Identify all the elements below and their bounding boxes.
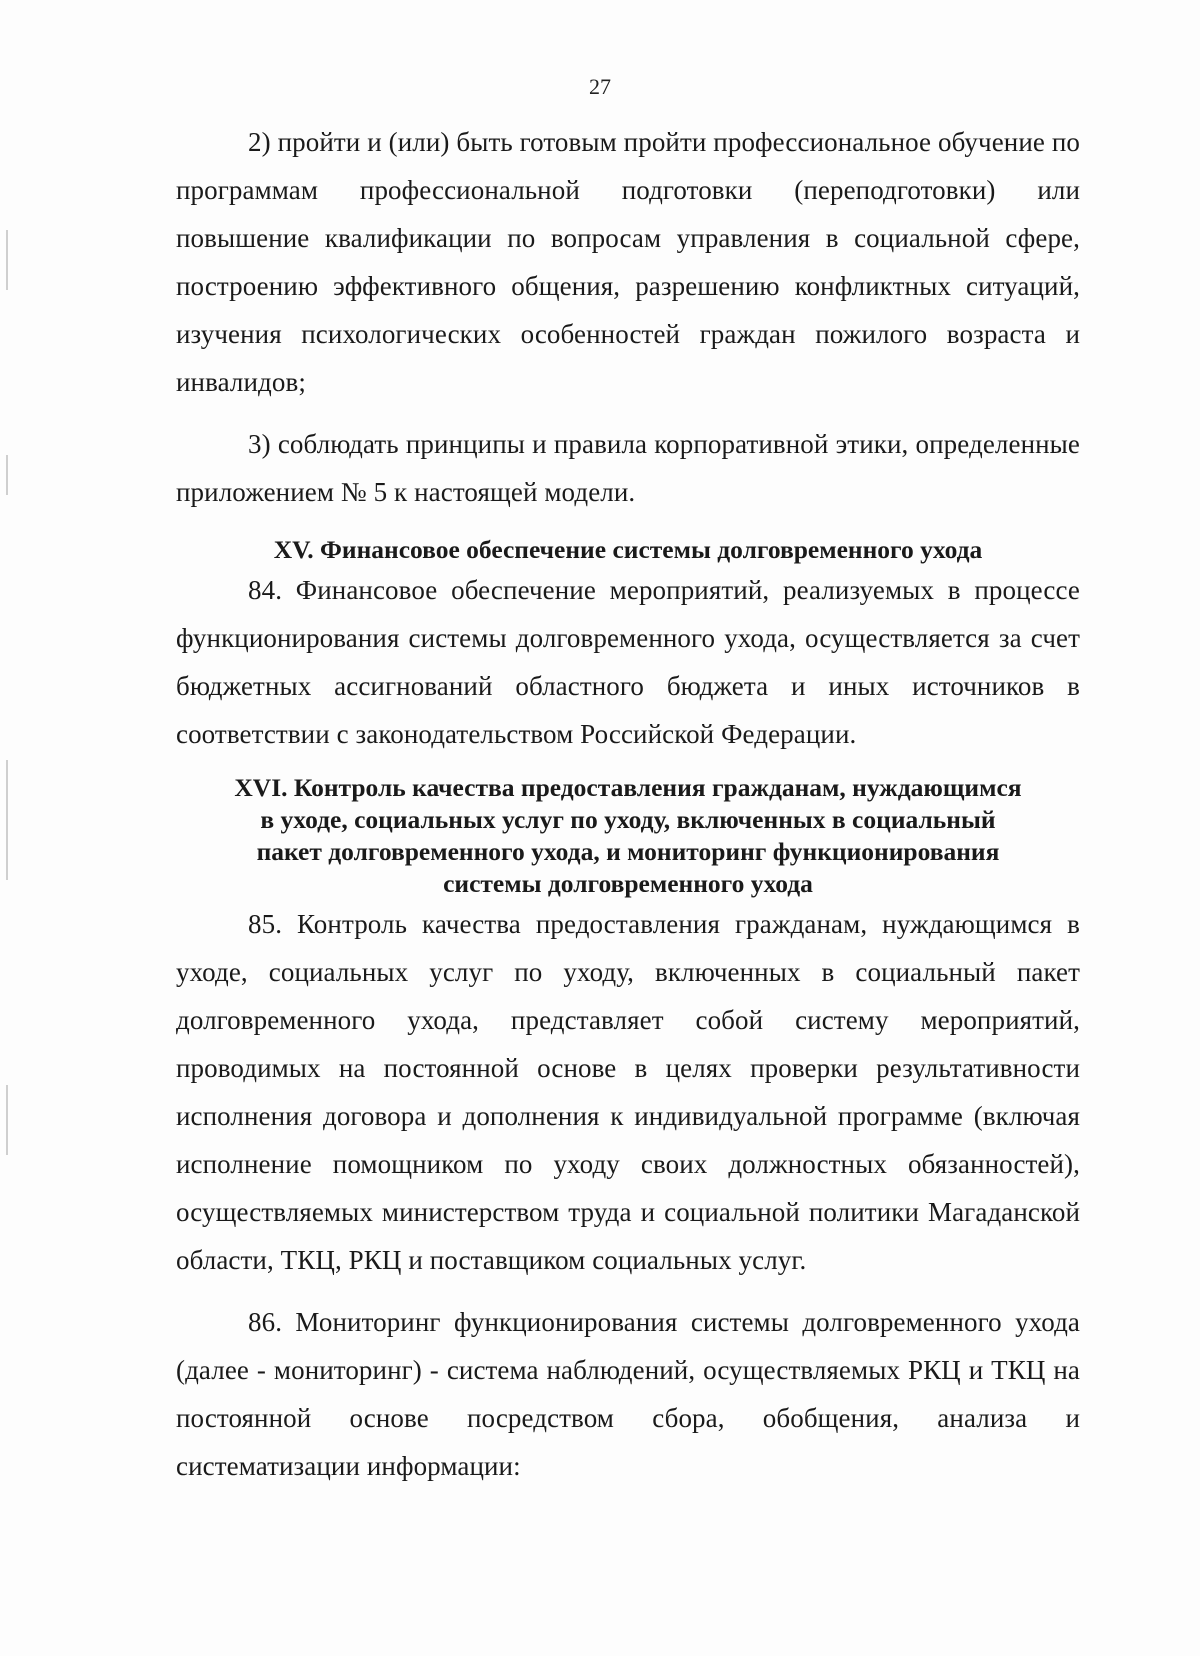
paragraph-84: 84. Финансовое обеспечение мероприятий, реализуемых в процессе функционирования системы долговременного ухода, осуществляется за счет бюджетных ассигнований областного бюджета и иных источников в соответствии с законодательством Российской Федерации. — [176, 575, 1080, 749]
section-heading-xvi-line: системы долговременного ухода — [443, 869, 813, 898]
scan-margin-mark — [6, 230, 8, 290]
document-body — [176, 118, 1080, 1490]
scan-margin-mark — [6, 455, 8, 495]
paragraph-item-2: 2) пройти и (или) быть готовым пройти профессиональное обучение по программам профессиональной подготовки (переподготовки) или повышение квалификации по вопросам управления в социальной сфере, построению эффективного общения, разрешению конфликтных ситуаций, изучения психологических особенностей граждан пожилого возраста и инвалидов; — [176, 127, 1080, 397]
section-heading-xvi-line: в уходе, социальных услуг по уходу, включенных в социальный — [260, 805, 996, 834]
paragraph-85: 85. Контроль качества предоставления гражданам, нуждающимся в уходе, социальных услуг по уходу, включенных в социальный пакет долговременного ухода, представляет собой систему мероприятий, проводимых на постоянной основе в целях проверки результативности исполнения договора и дополнения к индивидуальной программе (включая исполнение помощником по уходу своих должностных обязанностей), осуществляемых министерством труда и социальной политики Магаданской области, ТКЦ, РКЦ и поставщиком социальных услуг. — [176, 909, 1080, 1275]
section-heading-xv: XV. Финансовое обеспечение системы долговременного ухода — [273, 535, 983, 564]
section-heading-xvi-line: XVI. Контроль качества предоставления гражданам, нуждающимся — [234, 773, 1022, 802]
paragraph-86: 86. Мониторинг функционирования системы долговременного ухода (далее - мониторинг) - система наблюдений, осуществляемых РКЦ и ТКЦ на постоянной основе посредством сбора, обобщения, анализа и систематизации информации: — [176, 1307, 1080, 1481]
paragraph-item-3: 3) соблюдать принципы и правила корпоративной этики, определенные приложением № 5 к настоящей модели. — [176, 429, 1080, 507]
section-heading-xvi-line: пакет долговременного ухода, и мониторинг функционирования — [256, 837, 1000, 866]
scan-margin-mark — [6, 760, 8, 880]
page-number: 27 — [589, 74, 611, 99]
scan-margin-mark — [6, 1085, 8, 1155]
section-heading-xvi — [176, 772, 1080, 900]
